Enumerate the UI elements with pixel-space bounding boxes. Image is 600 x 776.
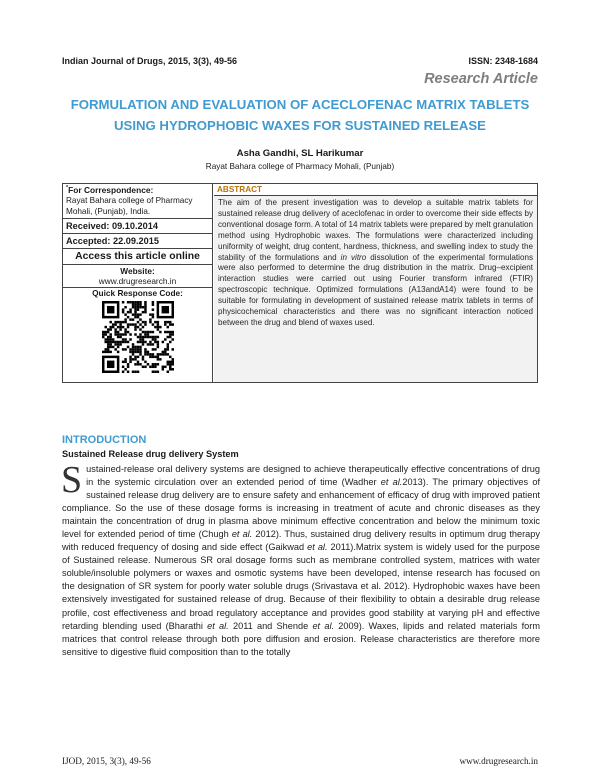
website-link[interactable]: www.drugresearch.in — [98, 276, 177, 286]
body-citation-etal: et al. — [207, 620, 229, 631]
correspondence-cell — [63, 184, 212, 219]
body-segment: 2012). Thus, sustained drug delivery results in optimum drug therapy with reduced frequency of dosing and side effect (Gaikwad — [62, 529, 540, 553]
abstract-heading: ABSTRACT — [214, 184, 537, 196]
received-date: Received: 09.10.2014 — [63, 219, 212, 234]
qr-cell — [63, 288, 212, 373]
abstract-part-2: dissolution of the experimental formulations were also performed to determine the drug distribution in the matrix. Drug–excipient interaction studies were carried out using Fourier transform infrared (FTIR) spectroscopic technique. Optimized formulations (A13andA14) were found to be suitable for formulating in development of sustained release matrix tablets in terms of physicochemical characteristics and there was no significant interaction noticed between the drug and blend of waxes used. — [218, 252, 533, 327]
journal-citation: Indian Journal of Drugs, 2015, 3(3), 49-56 — [62, 56, 238, 66]
correspondence-mark: * — [66, 185, 69, 192]
website-label: Website: — [120, 266, 155, 276]
abstract-text — [214, 196, 537, 329]
body-segment: 2009). Waxes, lipids and related materials form matrices that control release through both pore diffusion and erosion. Release characteristics are therefore more sensitive to digestive fluid composition than to the totally — [62, 620, 541, 657]
affiliation: Rayat Bahara college of Pharmacy Mohali, (Punjab) — [205, 162, 395, 171]
body-segment: 2011 and Shende — [228, 620, 313, 631]
introduction-paragraph — [61, 459, 541, 659]
body-citation-etal: et al. — [380, 477, 403, 488]
body-segment: ustained-release oral delivery systems are designed to achieve therapeutically effective concentrations of drug in the systemic circulation over an extended period of time (Wadher — [86, 464, 540, 488]
section-subheading: Sustained Release drug delivery System — [62, 449, 239, 459]
correspondence-column — [63, 184, 213, 382]
correspondence-address: Rayat Bahara college of Pharmacy Mohali, (Punjab), India. — [66, 196, 193, 216]
website-cell — [63, 265, 212, 288]
access-online-heading: Access this article online — [63, 249, 212, 265]
body-citation-etal: et al. — [307, 542, 328, 553]
body-citation-etal: et al. — [312, 620, 335, 631]
authors: Asha Gandhi, SL Harikumar — [236, 148, 364, 159]
correspondence-label — [66, 185, 209, 195]
article-type: Research Article — [424, 71, 538, 87]
footer-citation: IJOD, 2015, 3(3), 49-56 — [62, 756, 151, 766]
issn: ISSN: 2348-1684 — [468, 56, 538, 66]
paper-title: FORMULATION AND EVALUATION OF ACECLOFENAC MATRIX TABLETS USING HYDROPHOBIC WAXES FOR SUSTAINED RELEASE — [70, 97, 530, 133]
drop-cap: S — [61, 459, 83, 501]
abstract-part-1: The aim of the present investigation was to develop a suitable matrix tablets for sustained release drug delivery of aceclofenac in order to overcome their side effects by conventional dosage form. A total of 14 matrix tablets were prepared by melt granulation method using Hydrophobic waxes. The formulations were characterized including uniformity of weight, drug content, hardness, thickness, and swelling index to study the stability of the formulations and — [218, 198, 533, 262]
abstract-panel — [214, 184, 537, 382]
article-info-box — [62, 183, 538, 383]
abstract-italic: in vitro — [340, 252, 367, 262]
body-segment: 2013). The primary objectives of sustained release drug delivery are to ensure safety and enhancement of efficacy of drug with improved patient compliance. So the use of these dosage forms is increasing in treatment of acute and chronic diseases as they maintain the concentration of drug in plasma above minimum effective concentration and below the minimum toxic level for extended period of time (Chugh — [62, 477, 541, 540]
qr-code-icon[interactable] — [102, 301, 174, 373]
footer-website[interactable]: www.drugresearch.in — [459, 756, 538, 766]
body-segment: 2011).Matrix system is widely used for the purpose of Sustained release. Numerous SR oral dosage forms such as membrane controlled system, matrices with water soluble/insoluble polymers or waxes and osmotic systems have been developed, intense research has focused on the designation of SR system for poorly water soluble drugs (Srivastava et al. 2012). Hydrophobic waxes have been extensively investigated for sustained release of drug. Because of their flexibility to obtain a desirable drug release profile, cost effectiveness and broad regulatory acceptance and provides good stability at varying pH and effective retarding blending used (Bharathi — [62, 542, 540, 631]
correspondence-label-text: For Correspondence: — [68, 185, 154, 195]
introduction-heading: INTRODUCTION — [62, 434, 147, 446]
accepted-date: Accepted: 22.09.2015 — [63, 234, 212, 249]
body-citation-etal: et al. — [231, 529, 253, 540]
qr-label: Quick Response Code: — [92, 288, 183, 298]
